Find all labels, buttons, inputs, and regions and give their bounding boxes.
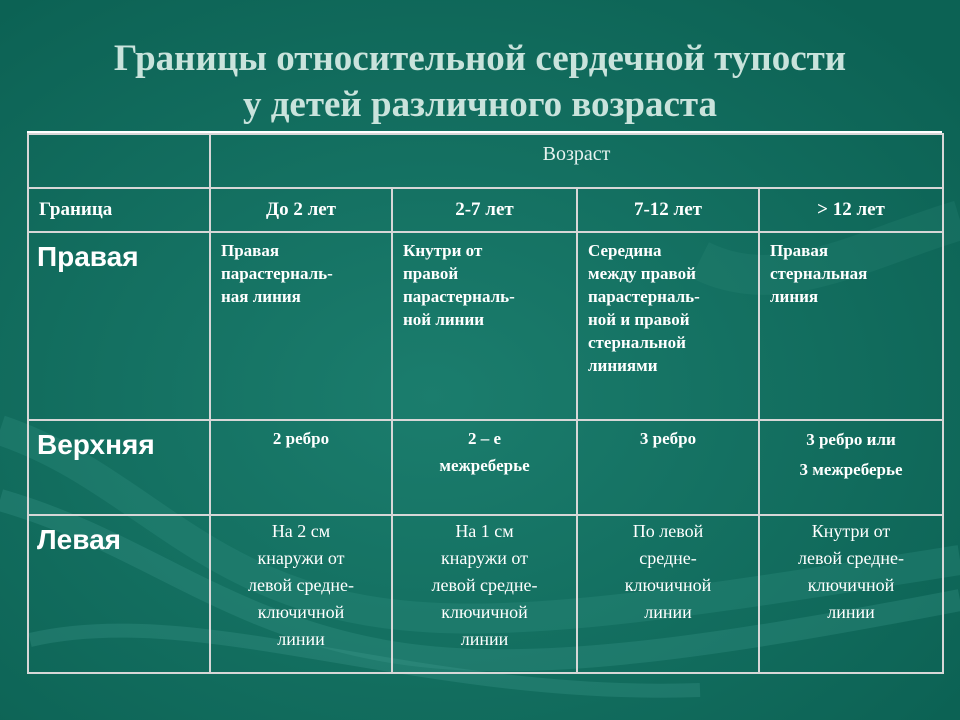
column-header-2-7: 2-7 лет (392, 188, 577, 232)
cell-line: 3 межреберье (799, 460, 903, 479)
cell-left-under-2 (210, 515, 392, 673)
cell-line: левой средне- (431, 575, 538, 595)
cell-line: парастерналь- (588, 287, 700, 306)
row-label-right: Правая (28, 232, 210, 420)
column-header-border: Граница (28, 188, 210, 232)
cell-line: Правая (221, 241, 280, 260)
cell-line: Кнутри от (811, 521, 891, 541)
cell-upper-2-7 (392, 420, 577, 515)
column-header-over-12: > 12 лет (759, 188, 943, 232)
cell-upper-under-2 (210, 420, 392, 515)
cell-line: По левой (632, 521, 704, 541)
cell-line: стернальная (770, 264, 868, 283)
cell-left-7-12 (577, 515, 759, 673)
cell-line: межреберье (439, 456, 530, 475)
cell-line: парастерналь- (221, 264, 333, 283)
cell-line: парастерналь- (403, 287, 515, 306)
cell-line: правой (403, 264, 459, 283)
cell-right-7-12 (577, 232, 759, 420)
cell-line: линиями (588, 356, 658, 375)
cell-line: левой средне- (248, 575, 354, 595)
slide-title (0, 36, 960, 128)
cell-line: стернальной (588, 333, 686, 352)
cell-line: Правая (770, 241, 829, 260)
top-rule (27, 131, 942, 133)
cell-line: Середина (588, 241, 662, 260)
cell-right-over-12 (759, 232, 943, 420)
table-row-column-headers (28, 188, 943, 232)
cell-line: ключичной (807, 575, 895, 595)
cell-line: На 1 см (455, 521, 514, 541)
column-header-under-2: До 2 лет (210, 188, 392, 232)
cell-line: линии (827, 602, 875, 622)
cell-line: 3 ребро (639, 429, 697, 448)
title-line-1: Границы относительной сердечной тупости (113, 38, 847, 79)
cell-upper-7-12 (577, 420, 759, 515)
cell-right-2-7 (392, 232, 577, 420)
cell-right-under-2 (210, 232, 392, 420)
cell-line: кнаружи от (257, 548, 345, 568)
table-row-right-border (28, 232, 943, 420)
cell-line: средне- (639, 548, 697, 568)
table-row-upper-border (28, 420, 943, 515)
cell-line: 3 ребро или (806, 430, 896, 449)
cell-left-over-12 (759, 515, 943, 673)
cell-line: ключичной (257, 602, 345, 622)
cell-line: между правой (588, 264, 696, 283)
table-row-left-border (28, 515, 943, 673)
cell-line: 2 ребро (272, 429, 330, 448)
cell-line: 2 – е (467, 429, 502, 448)
cell-line: линии (277, 629, 325, 649)
cell-line: линии (644, 602, 692, 622)
cell-left-2-7 (392, 515, 577, 673)
age-header: Возраст (210, 134, 943, 188)
row-label-upper: Верхняя (28, 420, 210, 515)
cell-line: кнаружи от (440, 548, 529, 568)
cell-line: На 2 см (271, 521, 331, 541)
table-row-age-header (28, 134, 943, 188)
cell-upper-over-12 (759, 420, 943, 515)
cell-line: ключичной (624, 575, 712, 595)
column-header-7-12: 7-12 лет (577, 188, 759, 232)
cell-line: ной и правой (588, 310, 690, 329)
cell-line: ная линия (221, 287, 301, 306)
cell-line: линия (770, 287, 819, 306)
title-line-2: у детей различного возраста (242, 84, 718, 125)
cell-line: ной линии (403, 310, 485, 329)
cell-line: ключичной (441, 602, 528, 622)
row-label-left: Левая (28, 515, 210, 673)
cell-line: линии (460, 629, 509, 649)
cell-line: Кнутри от (403, 241, 483, 260)
cell-line: левой средне- (798, 548, 905, 568)
corner-cell (28, 134, 210, 188)
heart-borders-table (27, 133, 944, 674)
